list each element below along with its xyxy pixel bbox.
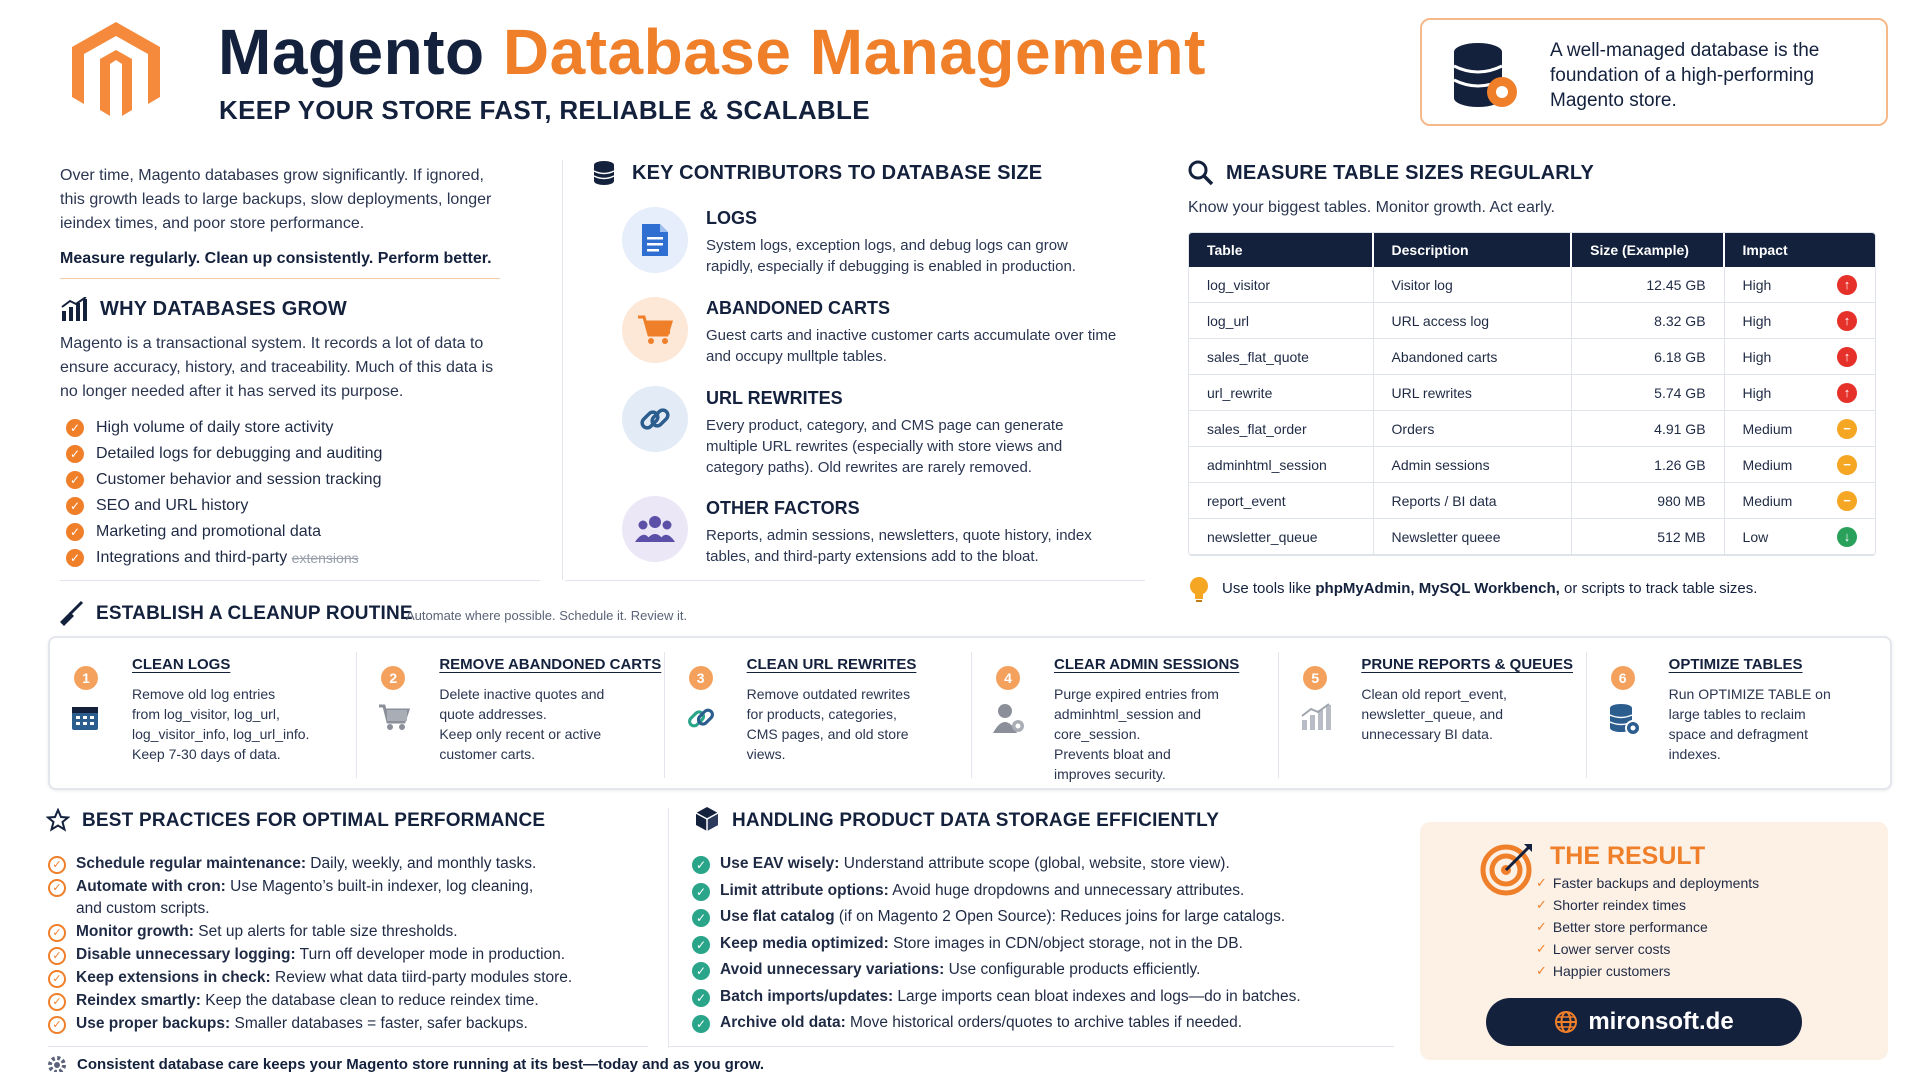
cell-table: sales_flat_quote <box>1189 339 1374 375</box>
impact-label: Medium <box>1742 420 1793 437</box>
database-icon <box>592 160 616 191</box>
impact-low-icon: ↓ <box>1837 527 1857 547</box>
step-line: CMS pages, and old store <box>746 726 909 742</box>
step-text <box>1669 684 1884 764</box>
impact-medium-icon: − <box>1837 419 1857 439</box>
bar-chart-icon <box>1299 702 1333 737</box>
cell-table: url_rewrite <box>1189 375 1374 411</box>
check-icon: ✓ <box>66 471 84 489</box>
step-text <box>439 684 654 764</box>
impact-label: High <box>1742 276 1772 293</box>
impact-high-icon: ↑ <box>1837 383 1857 403</box>
step-line: core_session. <box>1054 726 1141 742</box>
step-number: 6 <box>1611 666 1635 690</box>
check-icon: ✓ <box>66 523 84 541</box>
check-icon: ✓ <box>692 989 710 1007</box>
impact-high-icon: ↑ <box>1837 311 1857 331</box>
table-row <box>1189 303 1875 339</box>
impact-high-icon: ↑ <box>1837 275 1857 295</box>
title-database-management: Database Management <box>502 16 1206 88</box>
step-line: customer carts. <box>439 746 536 762</box>
cleanup-step <box>972 638 1279 788</box>
cleanup-step <box>1587 638 1894 788</box>
product-data-title: HANDLING PRODUCT DATA STORAGE EFFICIENTLY <box>732 810 1220 831</box>
step-title: CLEAN URL REWRITES <box>746 656 917 673</box>
check-icon: ✓ <box>1536 897 1547 912</box>
table-row <box>1189 411 1875 447</box>
calendar-icon <box>70 702 100 737</box>
cell-impact <box>1725 267 1875 303</box>
step-line: Clean old report_event, <box>1361 686 1507 702</box>
cell-impact <box>1725 447 1875 483</box>
why-title: WHY DATABASES GROW <box>100 298 347 320</box>
cell-description: Abandoned carts <box>1374 339 1573 375</box>
result-title: THE RESULT <box>1550 842 1706 870</box>
result-item: ✓ Happier customers <box>1536 960 1856 982</box>
step-line: quote addresses. <box>439 706 547 722</box>
step-line: Run OPTIMIZE TABLE on <box>1668 686 1831 702</box>
list-item: ✓ Integrations and third-party extensions <box>66 545 526 571</box>
step-number: 4 <box>996 666 1020 690</box>
impact-label: High <box>1742 348 1772 365</box>
list-item: ✓ Limit attribute options: Avoid huge dropdowns and unnecessary attributes. <box>692 880 1412 902</box>
cell-table: log_url <box>1189 303 1374 339</box>
list-item: ✓ Keep media optimized: Store images in CDN/object storage, not in the DB. <box>692 933 1412 955</box>
cell-impact <box>1725 411 1875 447</box>
check-icon: ✓ <box>1536 963 1547 978</box>
chart-growth-icon <box>60 297 88 326</box>
cell-description: Orders <box>1374 411 1573 447</box>
cell-size: 12.45 GB <box>1572 267 1724 303</box>
table-row <box>1189 339 1875 375</box>
step-line: views. <box>746 746 786 762</box>
star-icon <box>46 808 70 837</box>
factor-text-carts: Guest carts and inactive customer carts accumulate over time and occupy mulltple tables. <box>706 327 1117 365</box>
check-icon: ✓ <box>66 549 84 567</box>
table-row <box>1189 447 1875 483</box>
step-line: space and defragment <box>1668 726 1808 742</box>
check-icon: ✓ <box>692 856 710 874</box>
lightbulb-icon <box>1188 576 1210 607</box>
check-icon: ✓ <box>1536 919 1547 934</box>
cell-description: URL access log <box>1374 303 1573 339</box>
list-item: ✓ SEO and URL history <box>66 493 526 519</box>
check-circle-icon: ✓ <box>48 879 66 897</box>
result-item: ✓ Better store performance <box>1536 916 1856 938</box>
check-icon: ✓ <box>1536 875 1547 890</box>
check-icon: ✓ <box>692 962 710 980</box>
footer-text: Consistent database care keeps your Magento store running at its best—today and as you grow. <box>77 1056 765 1072</box>
step-line: Keep only recent or active <box>439 726 602 742</box>
cleanup-step <box>50 638 357 788</box>
list-item: ✓ Avoid unnecessary variations: Use configurable products efficiently. <box>692 959 1412 981</box>
list-item: ✓ Schedule regular maintenance: Daily, weekly, and monthly tasks. <box>48 853 648 875</box>
cleanup-title: ESTABLISH A CLEANUP ROUTINE <box>96 603 413 624</box>
check-circle-icon: ✓ <box>48 924 66 942</box>
cleanup-routine <box>48 636 1892 790</box>
list-item: ✓ Detailed logs for debugging and auditing <box>66 441 526 467</box>
step-title: PRUNE REPORTS & QUEUES <box>1361 656 1574 673</box>
product-data-list <box>692 853 1412 1039</box>
step-line: Keep 7-30 days of data. <box>132 746 281 762</box>
brand-badge[interactable] <box>1486 998 1802 1046</box>
factor-title-logs: LOGS <box>706 208 758 228</box>
step-line: improves security. <box>1054 766 1166 782</box>
search-icon <box>1188 160 1214 191</box>
cell-table: adminhtml_session <box>1189 447 1374 483</box>
impact-label: Medium <box>1742 492 1793 509</box>
cleanup-step <box>665 638 972 788</box>
step-line: Remove outdated rewrites <box>746 686 911 702</box>
measure-subtitle: Know your biggest tables. Monitor growth. Act early. <box>1188 199 1555 216</box>
step-title: CLEAN LOGS <box>132 656 231 673</box>
cleanup-subtitle: Automate where possible. Schedule it. Review it. <box>406 608 688 623</box>
cell-impact <box>1725 303 1875 339</box>
impact-label: Low <box>1742 528 1769 545</box>
cell-size: 980 MB <box>1572 483 1724 519</box>
factor-title-url: URL REWRITES <box>706 388 843 408</box>
target-icon <box>1480 842 1534 901</box>
best-practices-list <box>48 853 648 1036</box>
list-item: ✓ Use proper backups: Smaller databases = faster, safer backups. <box>48 1013 648 1035</box>
table-row <box>1189 375 1875 411</box>
cell-impact <box>1725 519 1875 555</box>
cell-table: report_event <box>1189 483 1374 519</box>
cell-size: 512 MB <box>1572 519 1724 555</box>
cell-impact <box>1725 483 1875 519</box>
cell-table: newsletter_queue <box>1189 519 1374 555</box>
list-item: ✓ Customer behavior and session tracking <box>66 467 526 493</box>
result-box <box>1420 822 1888 1060</box>
why-list <box>66 415 526 571</box>
step-text <box>1361 684 1576 744</box>
step-line: Delete inactive quotes and <box>439 686 605 702</box>
cell-description: Reports / BI data <box>1374 483 1573 519</box>
users-icon <box>622 496 688 562</box>
cleanup-step <box>1279 638 1586 788</box>
cell-impact <box>1725 339 1875 375</box>
check-icon: ✓ <box>692 936 710 954</box>
step-line: newsletter_queue, and <box>1361 706 1503 722</box>
step-line: indexes. <box>1668 746 1721 762</box>
link-icon <box>685 702 717 739</box>
factor-title-carts: ABANDONED CARTS <box>706 298 890 318</box>
step-line: adminhtml_session and <box>1054 706 1202 722</box>
list-item: ✓ Batch imports/updates: Large imports cean bloat indexes and logs—do in batches. <box>692 986 1412 1008</box>
impact-label: High <box>1742 384 1772 401</box>
gear-icon <box>46 1054 68 1072</box>
cell-size: 4.91 GB <box>1572 411 1724 447</box>
factor-text-other: Reports, admin sessions, newsletters, quote history, index tables, and third-party extensions add to the bloat. <box>706 527 1092 565</box>
table-row <box>1189 519 1875 555</box>
step-line: unnecessary BI data. <box>1361 726 1493 742</box>
check-circle-icon: ✓ <box>48 993 66 1011</box>
impact-label: Medium <box>1742 456 1793 473</box>
check-icon: ✓ <box>1536 941 1547 956</box>
cell-size: 6.18 GB <box>1572 339 1724 375</box>
page-title <box>218 16 1206 88</box>
step-title: CLEAR ADMIN SESSIONS <box>1054 656 1240 673</box>
check-icon: ✓ <box>692 1015 710 1033</box>
title-magento: Magento <box>218 16 485 88</box>
step-line: from log_visitor, log_url, <box>132 706 280 722</box>
list-item: ✓ Use EAV wisely: Understand attribute scope (global, website, store view). <box>692 853 1412 875</box>
magento-logo <box>70 20 162 120</box>
step-text <box>1054 684 1269 784</box>
contributors-title: KEY CONTRIBUTORS TO DATABASE SIZE <box>632 162 1043 184</box>
page-subtitle: KEEP YOUR STORE FAST, RELIABLE & SCALABLE <box>219 95 870 125</box>
list-item: ✓ Keep extensions in check: Review what data tiird-party modules store. <box>48 967 648 989</box>
check-icon: ✓ <box>66 445 84 463</box>
impact-high-icon: ↑ <box>1837 347 1857 367</box>
column-header: Impact <box>1725 233 1875 267</box>
result-list <box>1536 872 1856 982</box>
impact-medium-icon: − <box>1837 491 1857 511</box>
cart-icon <box>377 702 411 737</box>
cell-table: sales_flat_order <box>1189 411 1374 447</box>
cleanup-step <box>357 638 664 788</box>
step-title: OPTIMIZE TABLES <box>1668 656 1803 673</box>
check-circle-icon: ✓ <box>48 970 66 988</box>
step-line: for products, categories, <box>746 706 897 722</box>
step-text <box>747 684 962 764</box>
database-gear-icon <box>1607 702 1641 741</box>
intro-tagline: Measure regularly. Clean up consistently. Perform better. <box>60 250 492 267</box>
check-circle-icon: ✓ <box>48 1016 66 1034</box>
measure-tip: Use tools like phpMyAdmin, MySQL Workbench, or scripts to track table sizes. <box>1222 580 1758 597</box>
check-circle-icon: ✓ <box>48 856 66 874</box>
result-item: ✓ Lower server costs <box>1536 938 1856 960</box>
box-icon <box>694 806 720 837</box>
list-item: ✓ Monitor growth: Set up alerts for table size thresholds. <box>48 921 648 943</box>
why-text: Magento is a transactional system. It records a lot of data to ensure accuracy, history, and traceability. Much of this data is no longer needed after it has served its purpose. <box>60 335 494 400</box>
step-line: Remove old log entries <box>132 686 276 702</box>
intro-text: Over time, Magento databases grow significantly. If ignored, this growth leads to large backups, slow deployments, longer ieindex times, and poor store performance. <box>60 167 492 232</box>
cell-impact <box>1725 375 1875 411</box>
callout-text: A well-managed database is the foundation of a high-performing Magento store. <box>1550 40 1820 111</box>
cart-icon <box>622 297 688 363</box>
factor-text-url: Every product, category, and CMS page can generate multiple URL rewrites (especially with store views and category paths). Old rewrites are rarely removed. <box>706 417 1064 476</box>
header-callout <box>1420 18 1888 126</box>
table-row <box>1189 267 1875 303</box>
table-sizes <box>1188 232 1876 556</box>
cell-size: 1.26 GB <box>1572 447 1724 483</box>
measure-title: MEASURE TABLE SIZES REGULARLY <box>1226 162 1595 184</box>
cell-description: Admin sessions <box>1374 447 1573 483</box>
column-header: Table <box>1189 233 1374 267</box>
user-gear-icon <box>992 702 1026 739</box>
list-item: ✓ Automate with cron: Use Magento’s built-in indexer, log cleaning, and custom scripts. <box>48 876 648 920</box>
list-item: ✓ Archive old data: Move historical orders/quotes to archive tables if needed. <box>692 1012 1412 1034</box>
column-header: Description <box>1374 233 1573 267</box>
list-item: ✓ Disable unnecessary logging: Turn off developer mode in production. <box>48 944 648 966</box>
faded-text: extensions <box>291 550 359 566</box>
step-line: log_visitor_info, log_url_info. <box>132 726 310 742</box>
list-item: ✓ Reindex smartly: Keep the database clean to reduce reindex time. <box>48 990 648 1012</box>
check-icon: ✓ <box>692 883 710 901</box>
step-line: Purge expired entries from <box>1054 686 1219 702</box>
best-practices-title: BEST PRACTICES FOR OPTIMAL PERFORMANCE <box>82 810 546 831</box>
link-icon <box>622 386 688 452</box>
step-line: Prevents bloat and <box>1054 746 1171 762</box>
list-item: ✓ Marketing and promotional data <box>66 519 526 545</box>
check-icon: ✓ <box>66 497 84 515</box>
cell-description: URL rewrites <box>1374 375 1573 411</box>
cell-description: Newsletter queee <box>1374 519 1573 555</box>
globe-icon <box>1554 1010 1578 1034</box>
document-icon <box>622 207 688 273</box>
impact-label: High <box>1742 312 1772 329</box>
list-item: ✓ High volume of daily store activity <box>66 415 526 441</box>
check-icon: ✓ <box>66 419 84 437</box>
list-item: ✓ Use flat catalog (if on Magento 2 Open Source): Reduces joins for large catalogs. <box>692 906 1412 928</box>
brand-text: mironsoft.de <box>1588 1008 1734 1035</box>
cell-table: log_visitor <box>1189 267 1374 303</box>
broom-icon <box>58 600 84 631</box>
column-header: Size (Example) <box>1572 233 1724 267</box>
step-text <box>132 684 347 764</box>
factor-title-other: OTHER FACTORS <box>706 498 860 518</box>
step-number: 3 <box>689 666 713 690</box>
result-item: ✓ Shorter reindex times <box>1536 894 1856 916</box>
table-row <box>1189 483 1875 519</box>
step-number: 5 <box>1303 666 1327 690</box>
cell-size: 8.32 GB <box>1572 303 1724 339</box>
cell-size: 5.74 GB <box>1572 375 1724 411</box>
cell-description: Visitor log <box>1374 267 1573 303</box>
database-gear-icon <box>1450 40 1522 117</box>
check-icon: ✓ <box>692 909 710 927</box>
step-number: 1 <box>74 666 98 690</box>
result-item: ✓ Faster backups and deployments <box>1536 872 1856 894</box>
step-title: REMOVE ABANDONED CARTS <box>439 656 662 673</box>
impact-medium-icon: − <box>1837 455 1857 475</box>
step-line: large tables to reclaim <box>1668 706 1806 722</box>
step-number: 2 <box>381 666 405 690</box>
check-circle-icon: ✓ <box>48 947 66 965</box>
factor-text-logs: System logs, exception logs, and debug logs can grow rapidly, especially if debugging is enabled in production. <box>706 237 1076 275</box>
